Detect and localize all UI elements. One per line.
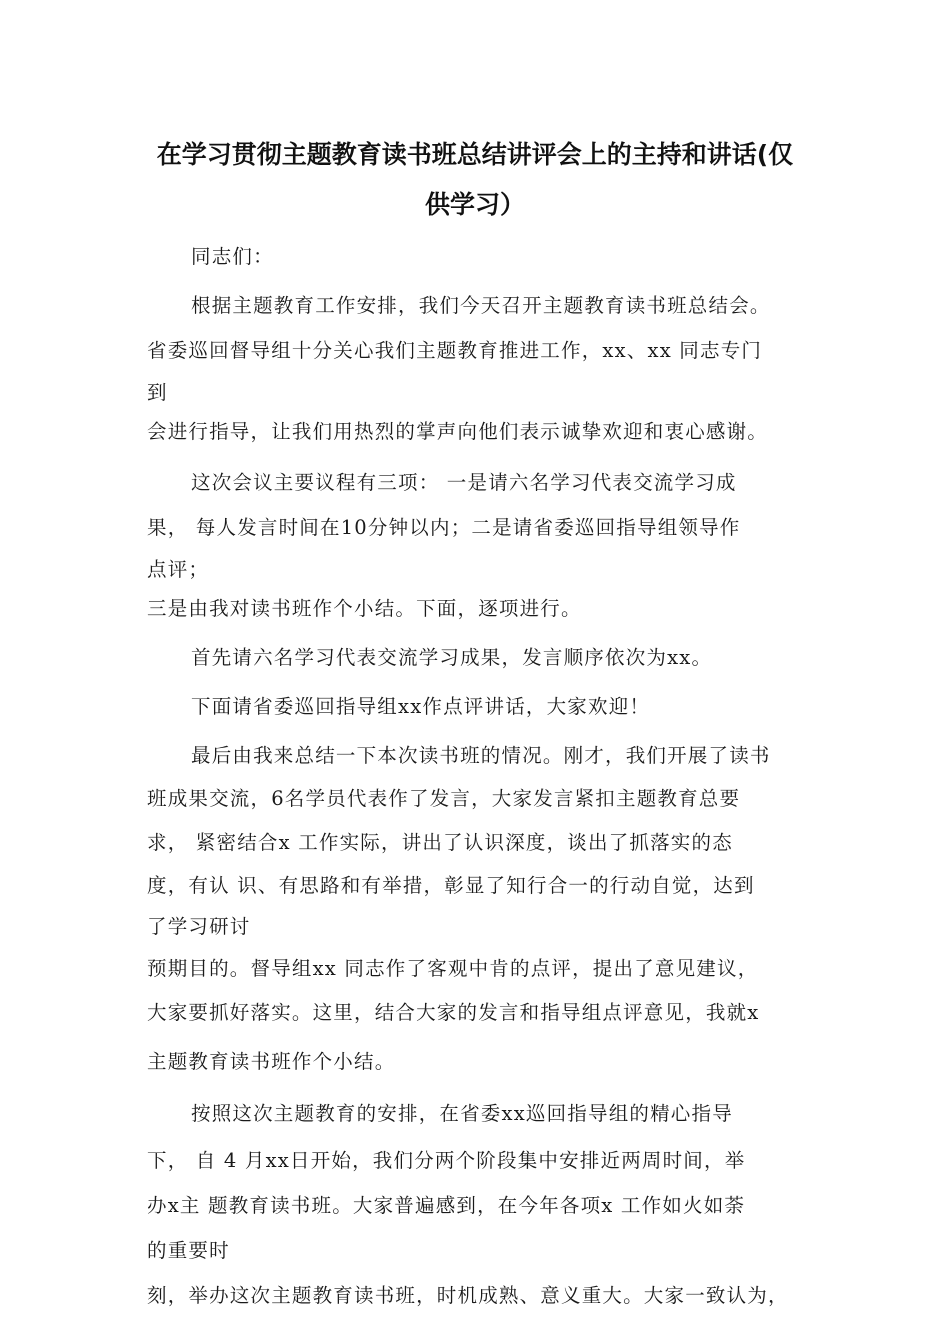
paragraph-line: 主题教育读书班作个小结。 (147, 1050, 396, 1073)
paragraph-line: 这次会议主要议程有三项： 一是请六名学习代表交流学习成 (191, 471, 737, 494)
document-title-line-1: 在学习贯彻主题教育读书班总结讲评会上的主持和讲话(仅 (156, 140, 794, 169)
paragraph-line: 的重要时 (147, 1239, 230, 1262)
paragraph-line: 求， 紧密结合x 工作实际，讲出了认识深度，谈出了抓落实的态 (147, 831, 733, 854)
paragraph-line: 省委巡回督导组十分关心我们主题教育推进工作，xx、xx 同志专门 (147, 339, 763, 362)
salutation: 同志们： (191, 245, 274, 268)
paragraph-line: 根据主题教育工作安排，我们今天召开主题教育读书班总结会。 (191, 294, 771, 317)
paragraph-line: 三是由我对读书班作个小结。下面，逐项进行。 (147, 597, 582, 620)
paragraph-line: 点评； (147, 558, 210, 581)
paragraph-line: 到 (147, 381, 168, 404)
paragraph-line: 下， 自 4 月xx日开始，我们分两个阶段集中安排近两周时间，举 (147, 1149, 746, 1172)
paragraph-line: 果， 每人发言时间在10分钟以内；二是请省委巡回指导组领导作 (147, 516, 741, 539)
paragraph-line: 首先请六名学习代表交流学习成果，发言顺序依次为xx。 (191, 646, 713, 669)
document-title-line-2: 供学习） (424, 190, 525, 219)
paragraph-line: 刻，举办这次主题教育读书班，时机成熟、意义重大。大家一致认为， (147, 1284, 789, 1307)
paragraph-line: 了学习研讨 (147, 915, 251, 938)
paragraph-line: 按照这次主题教育的安排，在省委xx巡回指导组的精心指导 (191, 1102, 733, 1125)
paragraph-line: 会进行指导，让我们用热烈的掌声向他们表示诚挚欢迎和衷心感谢。 (147, 420, 769, 443)
paragraph-line: 大家要抓好落实。这里，结合大家的发言和指导组点评意见，我就x (147, 1001, 760, 1024)
paragraph-line: 度，有认 识、有思路和有举措，彰显了知行合一的行动自觉，达到 (147, 874, 755, 897)
paragraph-line: 班成果交流，6名学员代表作了发言，大家发言紧扣主题教育总要 (147, 787, 741, 810)
paragraph-line: 最后由我来总结一下本次读书班的情况。刚才，我们开展了读书 (191, 744, 771, 767)
paragraph-line: 预期目的。督导组xx 同志作了客观中肯的点评，提出了意见建议， (147, 957, 759, 980)
paragraph-line: 下面请省委巡回指导组xx作点评讲话，大家欢迎！ (191, 695, 651, 718)
paragraph-line: 办x主 题教育读书班。大家普遍感到，在今年各项x 工作如火如荼 (147, 1194, 746, 1217)
